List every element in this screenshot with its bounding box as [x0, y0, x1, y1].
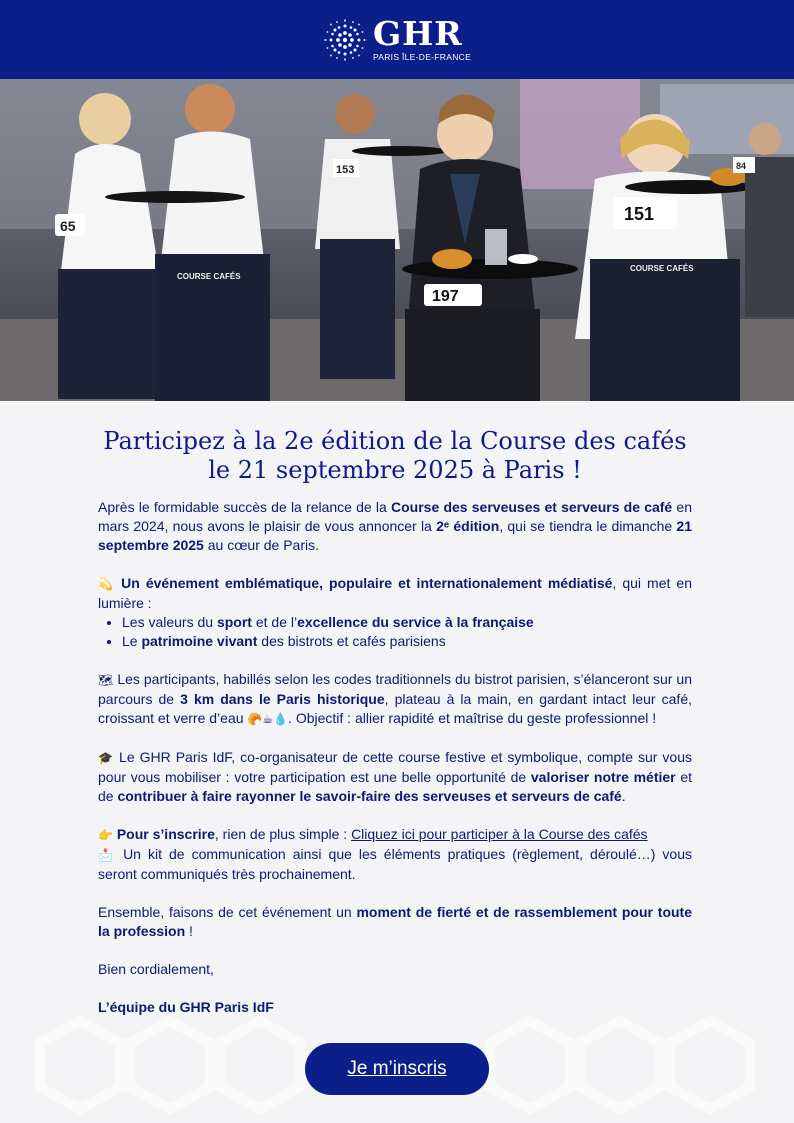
sparkle-icon: 💫 [98, 577, 116, 591]
bib-number: 151 [624, 204, 655, 224]
email-body [0, 427, 794, 1017]
register-paragraph: 👉 Pour s’inscrire, rien de plus simple : Cliquez ici pour participer à la Course des cafés [98, 826, 648, 842]
dotted-sphere-icon [323, 18, 367, 62]
map-icon: 🗺 [98, 673, 114, 687]
envelope-icon: 📩 [98, 848, 117, 862]
ghr-logo[interactable] [323, 13, 472, 62]
page-title: Participez à la 2e édition de la Course des cafés le 21 septembre 2025 à Paris ! [103, 427, 687, 484]
values-list [122, 613, 692, 651]
register-link[interactable]: Cliquez ici pour participer à la Course des cafés [351, 826, 648, 842]
ghr-paragraph: 🎓 Le GHR Paris IdF, co-organisateur de cette course festive et symbolique, compte sur vous pour vous mobiliser : votre participation est une belle opportunité de valoriser notre métier et de contribuer à faire rayonner le savoir-faire des serveuses et serveurs de café. [98, 749, 692, 804]
list-item: • Le patrimoine vivant des bistrots et cafés parisiens [122, 632, 692, 651]
pointing-hand-icon: 👉 [98, 828, 113, 842]
bib-number: 65 [60, 218, 76, 234]
event-paragraph: 💫 Un événement emblématique, populaire et internationalement médiatisé, qui met en lumière : [98, 575, 692, 611]
register-button[interactable]: Je m’inscris [305, 1043, 489, 1095]
bib-number: 84 [736, 161, 747, 171]
logo-subtitle: PARIS ÎLE-DE-FRANCE [372, 51, 472, 62]
email-header [0, 0, 794, 79]
bib-number: 197 [432, 288, 459, 305]
apron-text: COURSE CAFÉS [177, 272, 241, 281]
graduation-cap-icon: 🎓 [98, 751, 115, 765]
hero-photo [0, 79, 794, 401]
intro-paragraph: Après le formidable succès de la relance de la Course des serveuses et serveurs de café en mars 2024, nous avons le plaisir de vous annoncer la 2ᵉ édition, qui se tiendra le dimanche 21 septembre 2025 au cœur de Paris. [98, 499, 692, 553]
croissant-coffee-water-icons: 🥐☕💧 [247, 712, 289, 726]
participants-paragraph: 🗺 Les participants, habillés selon les codes traditionnels du bistrot parisien, s’élanceront sur un parcours de 3 km dans le Paris historique, plateau à la main, en gardant intact leur café, croissant et verre d’eau 🥐☕💧. Objectif : allier rapidité et maîtrise du geste professionnel ! [98, 671, 693, 726]
bib-number: 153 [336, 164, 355, 176]
waiters-race-illustration [0, 79, 794, 401]
together-paragraph: Ensemble, faisons de cet événement un moment de fierté et de rassemblement pour toute la profession ! [98, 904, 692, 939]
logo-title: GHR [372, 13, 463, 53]
apron-text: COURSE CAFÉS [630, 264, 694, 273]
list-item: • Les valeurs du sport et de l’excellence du service à la française [122, 613, 692, 632]
signature: L’équipe du GHR Paris IdF [98, 999, 274, 1015]
kit-paragraph: 📩 Un kit de communication ainsi que les éléments pratiques (règlement, déroulé…) vous seront communiqués très prochainement. [98, 846, 692, 882]
closing-text: Bien cordialement, [98, 961, 214, 977]
